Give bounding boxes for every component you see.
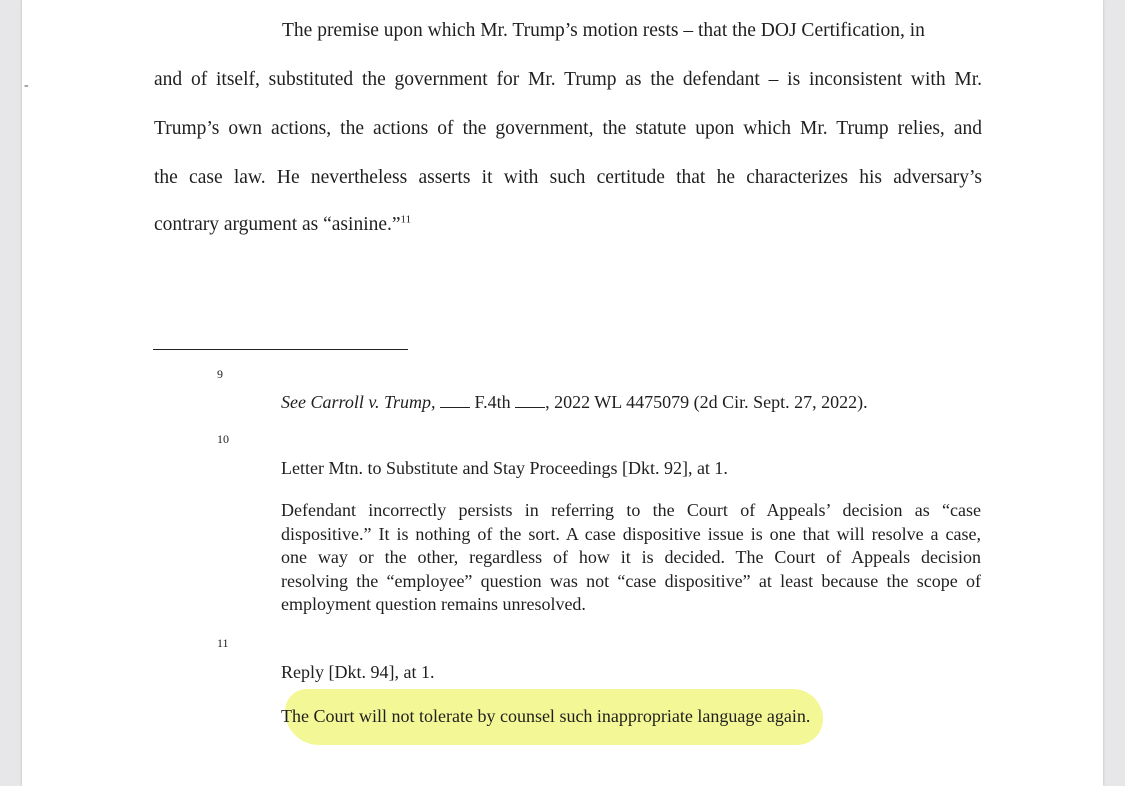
footnote-10-para-line: Defendant incorrectly persists in referring to the Court of Appeals’ decision as “case <box>281 500 981 520</box>
body-line-2: and of itself, substituted the government for Mr. Trump as the defendant – is inconsistent with Mr. <box>154 69 982 90</box>
reporter: F.4th <box>474 392 511 412</box>
stray-mark: - <box>24 78 29 93</box>
citation-rest: , 2022 WL 4475079 (2d Cir. Sept. 27, 2022). <box>545 392 868 412</box>
footnote-10-paragraph <box>281 499 981 617</box>
citation-blank <box>515 393 545 408</box>
footnote-11-highlighted-sentence: The Court will not tolerate by counsel such inappropriate language again. <box>281 706 811 726</box>
footnote-separator <box>153 349 408 350</box>
body-line-4: the case law. He nevertheless asserts it with such certitude that he characterizes his adversary’s <box>154 167 982 188</box>
footnote-9-text <box>281 391 981 414</box>
footnote-10-para-line: employment question remains unresolved. <box>281 594 586 614</box>
footnote-10-para-line: one way or the other, regardless of how it is decided. The Court of Appeals decision <box>281 547 981 567</box>
footnote-10-line-1: Letter Mtn. to Substitute and Stay Proceedings [Dkt. 92], at 1. <box>281 458 728 478</box>
body-line-1: The premise upon which Mr. Trump’s motion rests – that the DOJ Certification, in <box>282 20 925 41</box>
body-line-5 <box>154 214 982 236</box>
footnote-11-line-1: Reply [Dkt. 94], at 1. <box>281 662 435 682</box>
footnote-ref-11: 11 <box>400 213 412 226</box>
body-line-3: Trump’s own actions, the actions of the government, the statute upon which Mr. Trump relies, and <box>154 118 982 139</box>
highlighted-word-asinine: “asinine.” <box>323 214 401 235</box>
footnote-number-9: 9 <box>217 367 223 381</box>
body-line-5-prefix: contrary argument as <box>154 214 324 235</box>
footnote-10-para-line: dispositive.” It is nothing of the sort. A case dispositive issue is one that will resolve a case, <box>281 523 981 544</box>
footnote-number-11: 11 <box>217 636 229 650</box>
document-page <box>22 0 1103 786</box>
citation-blank <box>440 393 470 408</box>
footnote-10-para-line: resolving the “employee” question was not “case dispositive” at least because the scope of <box>281 570 981 591</box>
case-citation: See Carroll v. Trump, <box>281 392 436 412</box>
footnote-number-10: 10 <box>217 432 229 446</box>
